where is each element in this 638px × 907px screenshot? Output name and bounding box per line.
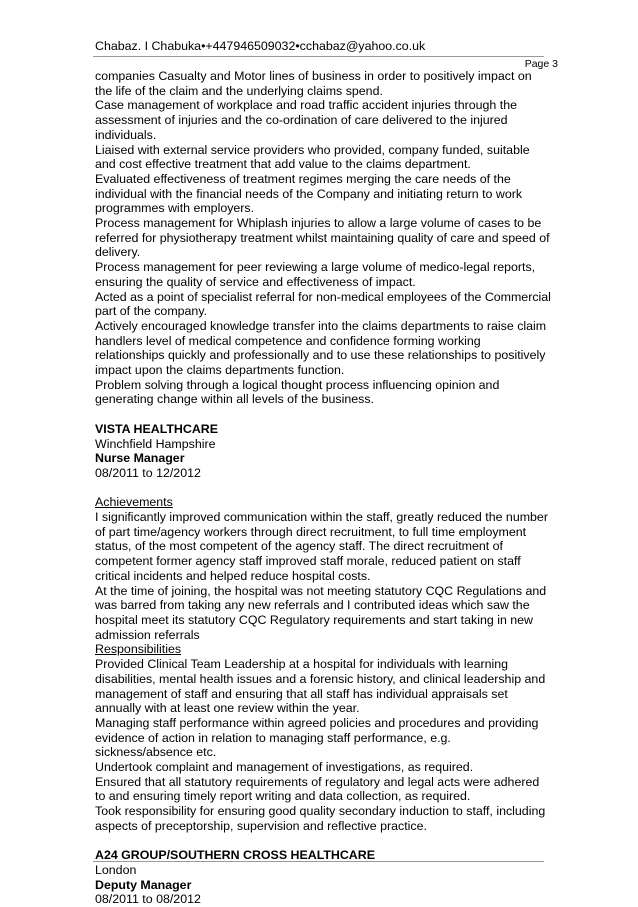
employment-dates: 08/2011 to 08/2012 — [95, 892, 201, 907]
paragraph: At the time of joining, the hospital was not meeting statutory CQC Regulations and was barred from taking any new referrals and I contributed ideas which saw the hospital meet its statutory CQC Regulatory requirements and start taking in new admission referrals — [95, 583, 547, 642]
paragraph: Took responsibility for ensuring good quality secondary induction to staff, including aspects of preceptorship, supervision and reflective practice. — [95, 804, 546, 833]
paragraph: Ensured that all statutory requirements of regulatory and legal acts were adhered to and ensuring timely report writing and data collection, as required. — [95, 774, 540, 804]
paragraph: Case management of workplace and road traffic accident injuries through the assessment of injuries and the co-ordination of care delivered to the injured individuals. — [95, 98, 517, 142]
paragraph: Undertook complaint and management of investigations, as required. — [95, 760, 474, 775]
paragraph: Process management for Whiplash injuries to allow a large volume of cases to be referred for physiotherapy treatment whilst maintaining quality of care and speed of delivery. — [95, 216, 550, 260]
employment-dates: 08/2011 to 12/2012 — [95, 465, 201, 480]
paragraph: Evaluated effectiveness of treatment regimes merging the care needs of the individual with the financial needs of the Company and initiating return to work programmes with employers. — [95, 171, 523, 216]
a24-section — [95, 848, 551, 907]
employer-location: London — [95, 862, 137, 877]
paragraph: Problem solving through a logical thought process influencing opinion and generating change within all levels of the business. — [95, 377, 500, 407]
spacer — [95, 407, 551, 422]
paragraph: Provided Clinical Team Leadership at a hospital for individuals with learning disabilities, mental health issues and a forensic history, and clinical leadership and management of staff and ensuring that all staff has individual appraisals set annually with at least one review within the year. — [95, 657, 546, 716]
paragraph: Liaised with external service providers who provided, company funded, suitable and cost effective treatment that add value to the claims department. — [95, 142, 530, 172]
intro-section — [95, 69, 551, 407]
job-title: Deputy Manager — [95, 877, 192, 892]
page-number: Page 3 — [524, 58, 558, 70]
paragraph: Managing staff performance within agreed policies and procedures and providing evidence of action in relation to managing staff performance, e.g. sickness/absence etc. — [95, 715, 539, 760]
responsibilities-heading: Responsibilities — [95, 642, 182, 657]
employer-name: A24 GROUP/SOUTHERN CROSS HEALTHCARE — [95, 848, 375, 863]
paragraph: Actively encouraged knowledge transfer into the claims departments to raise claim handlers level of medical competence and confidence forming working relationships quickly and professionally and to use these relationships to positively impact upon the claims departments function. — [95, 318, 547, 378]
contact-header: Chabaz. I Chabuka•+447946509032•cchabaz@yahoo.co.uk — [95, 39, 426, 53]
header-divider — [93, 56, 544, 57]
footer-divider — [93, 861, 544, 862]
paragraph: Acted as a point of specialist referral for non-medical employees of the Commercial part of the company. — [95, 289, 551, 319]
paragraph: I significantly improved communication within the staff, greatly reduced the number of part time/agency workers through direct recruitment, to full time employment status, of the most competent of the agency staff. The direct recruitment of competent former agency staff improved staff morale, reduced patient on staff critical incidents and helped reduce hospital costs. — [95, 510, 548, 583]
employer-name: VISTA HEALTHCARE — [95, 421, 218, 436]
achievements-heading: Achievements — [95, 495, 173, 510]
spacer — [95, 481, 551, 496]
vista-section — [95, 422, 551, 834]
paragraph: Process management for peer reviewing a large volume of medico-legal reports, ensuring the quality of service and effectiveness of impact. — [95, 260, 536, 289]
page-body — [95, 69, 551, 907]
spacer — [95, 834, 551, 849]
paragraph: companies Casualty and Motor lines of business in order to positively impact on the life of the claim and the underlying claims spend. — [95, 69, 532, 98]
job-title: Nurse Manager — [95, 451, 185, 466]
employer-location: Winchfield Hampshire — [95, 436, 216, 451]
